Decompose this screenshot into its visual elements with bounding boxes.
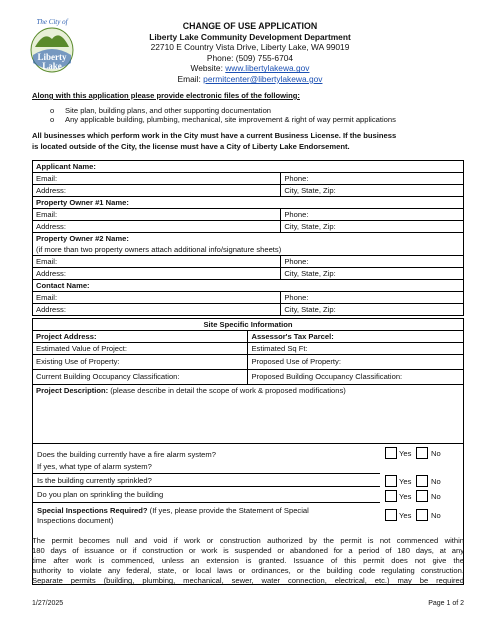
page-header [60, 21, 440, 85]
no-label: No [431, 449, 441, 458]
contact-city-field[interactable]: City, State, Zip: [281, 304, 464, 316]
applicant-email-field[interactable]: Email: [33, 173, 281, 185]
fire-alarm-question: Does the building currently have a fire alarm system? [37, 450, 216, 459]
est-sqft-field[interactable]: Estimated Sq Ft: [248, 343, 464, 355]
sprinkling-yes-checkbox[interactable] [385, 490, 397, 502]
proposed-class-field[interactable]: Proposed Building Occupancy Classification: [248, 370, 464, 385]
electronic-item-2: Any applicable building, plumbing, mechanical, site improvement & right of way permit applications [65, 115, 396, 124]
department-email: Email: permitcenter@libertylakewa.gov [177, 73, 323, 84]
applicant-name-field[interactable]: Applicant Name: [33, 161, 464, 173]
owner1-address-field[interactable]: Address: [33, 221, 281, 233]
special-inspections-note: Inspections document) [37, 516, 114, 525]
contact-name-field[interactable]: Contact Name: [33, 280, 464, 292]
proposed-use-field[interactable]: Proposed Use of Property: [248, 355, 464, 370]
contact-address-field[interactable]: Address: [33, 304, 281, 316]
yes-label: Yes [399, 492, 412, 501]
assessor-parcel-field[interactable]: Assessor's Tax Parcel: [248, 331, 464, 343]
owner1-email-field[interactable]: Email: [33, 209, 281, 221]
logo-top-text: The City of [36, 18, 68, 26]
yes-label: Yes [399, 511, 412, 520]
project-address-field[interactable]: Project Address: [33, 331, 248, 343]
divider [33, 473, 380, 474]
contact-table [32, 160, 464, 316]
form-title: CHANGE OF USE APPLICATION [182, 21, 318, 31]
no-label: No [431, 477, 441, 486]
applicant-city-field[interactable]: City, State, Zip: [281, 185, 464, 197]
department-phone: Phone: (509) 755-6704 [206, 52, 294, 63]
footer-page: Page 1 of 2 [428, 600, 464, 607]
logo-main-text: Liberty Lake [37, 52, 67, 71]
owner2-city-field[interactable]: City, State, Zip: [281, 268, 464, 280]
applicant-phone-field[interactable]: Phone: [281, 173, 464, 185]
no-label: No [431, 492, 441, 501]
owner1-phone-field[interactable]: Phone: [281, 209, 464, 221]
department-address: 22710 E Country Vista Drive, Liberty Lake, WA 99019 [150, 42, 350, 53]
license-notice-2: is located outside of the City, the license must have a City of Liberty Lake Endorsement. [32, 142, 350, 151]
website-link[interactable]: www.libertylakewa.gov [225, 63, 310, 74]
sprinkling-question: Do you plan on sprinkling the building [37, 490, 164, 499]
sprinkled-no-checkbox[interactable] [416, 475, 428, 487]
special-yes-checkbox[interactable] [385, 509, 397, 521]
sprinkling-no-checkbox[interactable] [416, 490, 428, 502]
permit-paragraph: The permit becomes null and void if work or construction authorized by the permit is not commenced within 180 days of issuance or if construction or work is suspended or abandoned for a period of 180 days, at any time after work is commenced, unless an extension is granted. Issuance of this permit does not give the authority to violate any federal, state, or local laws or ordinances, or the building code regulating construction. Separate permits (building, plumbing, mechanical, sewer, water connection, electrical, etc.) may be required [32, 536, 464, 585]
email-link[interactable]: permitcenter@libertylakewa.gov [203, 73, 323, 84]
project-description-field[interactable]: Project Description: (please describe in detail the scope of work & proposed modifications) [33, 385, 464, 444]
yes-label: Yes [399, 449, 412, 458]
applicant-address-field[interactable]: Address: [33, 185, 281, 197]
fire-yes-checkbox[interactable] [385, 447, 397, 459]
no-label: No [431, 511, 441, 520]
department-name: Liberty Lake Community Development Department [149, 31, 351, 42]
special-no-checkbox[interactable] [416, 509, 428, 521]
electronic-files-heading: Along with this application please provide electronic files of the following: [32, 91, 300, 100]
owner2-phone-field[interactable]: Phone: [281, 256, 464, 268]
contact-phone-field[interactable]: Phone: [281, 292, 464, 304]
yes-label: Yes [399, 477, 412, 486]
fire-no-checkbox[interactable] [416, 447, 428, 459]
footer-date: 1/27/2025 [32, 600, 64, 607]
owner2-address-field[interactable]: Address: [33, 268, 281, 280]
owner1-name-field[interactable]: Property Owner #1 Name: [33, 197, 464, 209]
divider [33, 502, 380, 503]
current-class-field[interactable]: Current Building Occupancy Classification: [33, 370, 248, 385]
contact-email-field[interactable]: Email: [33, 292, 281, 304]
sprinkled-yes-checkbox[interactable] [385, 475, 397, 487]
special-inspections-question: Special Inspections Required? (If yes, please provide the Statement of Special [37, 506, 309, 515]
sprinkled-question: Is the building currently sprinkled? [37, 476, 152, 485]
est-value-field[interactable]: Estimated Value of Project: [33, 343, 248, 355]
existing-use-field[interactable]: Existing Use of Property: [33, 355, 248, 370]
fire-alarm-type-question: If yes, what type of alarm system? [37, 462, 152, 471]
bullet: o [50, 106, 55, 115]
license-notice: All businesses which perform work in the City must have a current Business License. If the business [32, 131, 397, 140]
bullet: o [50, 115, 55, 124]
department-website: Website: www.libertylakewa.gov [190, 63, 310, 74]
divider [33, 486, 380, 487]
owner1-city-field[interactable]: City, State, Zip: [281, 221, 464, 233]
electronic-item-1: Site plan, building plans, and other supporting documentation [65, 106, 272, 115]
owner2-name-field[interactable]: Property Owner #2 Name: (if more than two property owners attach additional info/signature sheets) [33, 233, 464, 256]
site-heading: Site Specific Information [33, 319, 464, 331]
owner2-email-field[interactable]: Email: [33, 256, 281, 268]
